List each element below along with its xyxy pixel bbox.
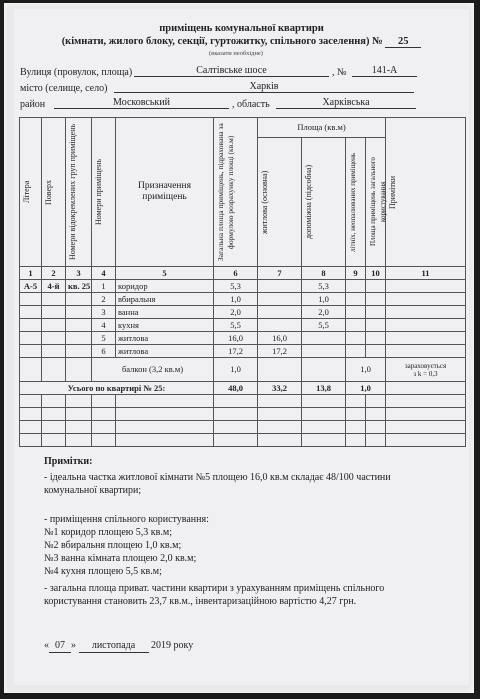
cell-litera: А-5 (20, 280, 42, 293)
balcony-note-2: з k = 0,3 (413, 369, 438, 378)
cell-total: 17,2 (214, 345, 258, 358)
col-number: 6 (214, 267, 258, 280)
region-label: , область (232, 99, 270, 110)
cell-aux: 2,0 (302, 306, 346, 319)
cell-room: 5 (92, 332, 116, 345)
note-common-item: №2 вбиральня площею 1,0 кв.м; (44, 540, 182, 551)
col-number: 5 (116, 267, 214, 280)
cell-total: 16,0 (214, 332, 258, 345)
note-share-line1: - ідеальна частка житлової кімнати №5 площею 16,0 кв.м складає 48/100 частини (44, 472, 391, 483)
col-summer-header: літніх, неопалюваних приміщень (349, 152, 357, 252)
notes-heading: Примітки: (44, 456, 93, 467)
note-common-rooms (44, 513, 209, 578)
document-page (14, 9, 469, 685)
cell-floor: 4-й (42, 280, 66, 293)
cell-total: 1,0 (214, 358, 258, 382)
col-floor-header: Поверх (44, 179, 53, 205)
table-row (20, 280, 466, 293)
cell-living (258, 280, 302, 293)
subtitle-text: (кімнати, жилого блоку, секції, гуртожитку, спільного заселення) № (61, 36, 383, 47)
needed-note: (вказати необхідне) (209, 50, 263, 57)
region-value: Харківська (276, 97, 416, 109)
cell-room: 3 (92, 306, 116, 319)
note-common-item: №3 ванна кімната площею 2,0 кв.м; (44, 553, 197, 564)
house-no-value: 141-А (352, 65, 417, 77)
district-value: Московський (54, 97, 229, 109)
cell-total: 5,5 (214, 319, 258, 332)
totals-total: 48,0 (214, 382, 258, 395)
col-number: 4 (92, 267, 116, 280)
cell-purpose: житлова (116, 345, 214, 358)
cell-room: 6 (92, 345, 116, 358)
totals-living: 33,2 (258, 382, 302, 395)
col-purpose-header: Призначення приміщень (116, 118, 214, 267)
street-value: Салтівське шосе (134, 65, 329, 77)
table-row-balcony (20, 358, 466, 382)
cell-aux: 5,5 (302, 319, 346, 332)
cell-purpose: житлова (116, 332, 214, 345)
table-row (20, 332, 466, 345)
rooms-table (19, 117, 466, 447)
col-group-header: Номери відокремлених груп приміщень (68, 123, 77, 261)
district-label: район (20, 99, 46, 110)
col-aux-header: допоміжна (підсобна) (304, 164, 313, 240)
table-row (20, 319, 466, 332)
table-row (20, 345, 466, 358)
cell-aux (302, 332, 346, 345)
col-number: 9 (346, 267, 366, 280)
col-number: 1 (20, 267, 42, 280)
col-number: 3 (66, 267, 92, 280)
col-number: 10 (366, 267, 386, 280)
city-value: Харків (114, 81, 414, 93)
apartment-number: 25 (385, 36, 421, 48)
note-total-area (44, 582, 384, 608)
cell-purpose: коридор (116, 280, 214, 293)
document-date: « 07 » листопада 2019 року (44, 640, 194, 651)
balcony-note-1: зараховується (404, 361, 447, 370)
table-row-totals (20, 382, 466, 395)
table-row (20, 293, 466, 306)
cell-note (386, 358, 466, 382)
cell-living (258, 319, 302, 332)
totals-aux: 13,8 (302, 382, 346, 395)
cell-group: кв. 25 (66, 280, 92, 293)
col-total-header: Загальна площа приміщень, підрахована за формулою розрахунку площі (кв.м) (216, 123, 235, 261)
cell-purpose: ванна (116, 306, 214, 319)
col-number: 8 (302, 267, 346, 280)
note-common-heading: - приміщення спільного користування: (44, 514, 209, 525)
table-row (20, 306, 466, 319)
date-day: 07 (49, 639, 71, 653)
area-group-header: Площа (кв.м) (258, 118, 386, 138)
col-number: 7 (258, 267, 302, 280)
cell-purpose: вбиральня (116, 293, 214, 306)
cell-living (258, 306, 302, 319)
cell-purpose: кухня (116, 319, 214, 332)
document-subtitle (14, 36, 469, 48)
col-litera-header: Літера (22, 180, 31, 204)
street-label: Вулиця (провулок, площа) (20, 67, 133, 78)
photo-frame (4, 3, 474, 693)
col-notes-header: Примітки (388, 175, 398, 209)
cell-room: 2 (92, 293, 116, 306)
col-living-header: житлова (основна) (260, 170, 269, 234)
col-number: 11 (386, 267, 466, 280)
cell-aux: 1,0 (302, 293, 346, 306)
cell-living (258, 293, 302, 306)
totals-summer: 1,0 (346, 382, 386, 395)
date-month: листопада (79, 639, 149, 653)
cell-room: 4 (92, 319, 116, 332)
note-common-item: №1 коридор площею 5,3 кв.м; (44, 527, 172, 538)
date-year: 2019 року (151, 640, 194, 651)
note-share (44, 471, 391, 497)
document-title: приміщень комунальної квартири (159, 23, 324, 34)
cell-room: 1 (92, 280, 116, 293)
col-number: 2 (42, 267, 66, 280)
house-no-label: , № (332, 67, 347, 78)
cell-aux (302, 345, 346, 358)
cell-summer: 1,0 (346, 358, 386, 382)
cell-purpose: балкон (3,2 кв.м) (92, 358, 214, 382)
cell-total: 2,0 (214, 306, 258, 319)
document (14, 9, 469, 685)
cell-total: 5,3 (214, 280, 258, 293)
note-share-line2: комунальної квартири; (44, 485, 142, 496)
note-common-item: №4 кухня площею 5,5 кв.м; (44, 566, 162, 577)
cell-living: 16,0 (258, 332, 302, 345)
cell-living: 17,2 (258, 345, 302, 358)
col-room-header: Номери приміщень (94, 159, 103, 226)
totals-label: Усього по квартирі № 25: (20, 382, 214, 395)
note-total-line1: - загальна площа приват. частини квартири з урахуванням приміщень спільного (44, 583, 385, 594)
cell-aux: 5,3 (302, 280, 346, 293)
col-common-header: Площа приміщень загального користування (369, 157, 387, 247)
cell-total: 1,0 (214, 293, 258, 306)
city-label: місто (селище, село) (20, 83, 108, 94)
note-total-line2: користування становить 23,7 кв.м., інвентаризаційною вартістю 4,27 грн. (44, 596, 357, 607)
